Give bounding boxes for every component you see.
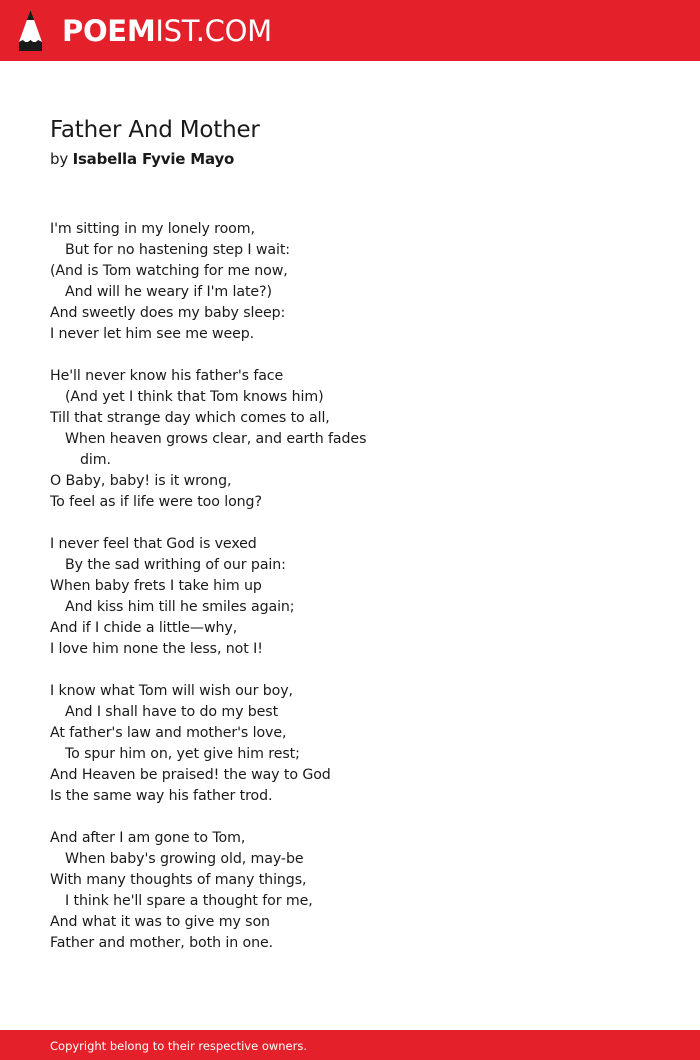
poem-title: Father And Mother: [50, 117, 260, 143]
poem-line: And after I am gone to Tom,: [50, 830, 246, 846]
poem-line: To feel as if life were too long?: [50, 494, 262, 510]
poem-line: I'm sitting in my lonely room,: [50, 221, 255, 237]
poem-line: Till that strange day which comes to all,: [50, 410, 330, 426]
pencil-tip-icon[interactable]: [17, 9, 44, 52]
poem-line: And Heaven be praised! the way to God: [50, 767, 331, 783]
poem-line: And I shall have to do my best: [65, 704, 279, 720]
poem-line: And kiss him till he smiles again;: [65, 599, 295, 615]
copyright-text: Copyright belong to their respective owners.: [50, 1039, 308, 1053]
poem-line: When heaven grows clear, and earth fades: [65, 431, 367, 447]
poem-line: Is the same way his father trod.: [50, 788, 273, 804]
poem-line: To spur him on, yet give him rest;: [65, 746, 300, 762]
poem-stanza: [50, 366, 650, 513]
poem-line: He'll never know his father's face: [50, 368, 284, 384]
poem-line: I love him none the less, not I!: [50, 641, 263, 657]
poem-line: And will he weary if I'm late?): [65, 284, 272, 300]
poem-stanza: [50, 681, 650, 807]
poem-line: I think he'll spare a thought for me,: [65, 893, 313, 909]
poem-line: I never let him see me weep.: [50, 326, 255, 342]
poem-line: And what it was to give my son: [50, 914, 270, 930]
brand-bold-text: POEM: [62, 14, 156, 48]
poem-line: (And is Tom watching for me now,: [50, 263, 288, 279]
poem-line: By the sad writhing of our pain:: [65, 557, 286, 573]
poem-body: [50, 219, 650, 975]
poem-line: dim.: [80, 452, 111, 468]
poem-line: When baby frets I take him up: [50, 578, 262, 594]
poem-line: (And yet I think that Tom knows him): [65, 389, 324, 405]
poem-line: O Baby, baby! is it wrong,: [50, 473, 232, 489]
byline: [50, 150, 234, 168]
poem-line: And sweetly does my baby sleep:: [50, 305, 286, 321]
poem-line: With many thoughts of many things,: [50, 872, 307, 888]
poem-line: Father and mother, both in one.: [50, 935, 274, 951]
author-name: Isabella Fyvie Mayo: [72, 150, 235, 168]
by-label: by: [50, 150, 68, 168]
brand-light-text: IST.COM: [155, 14, 272, 48]
poem-stanza: [50, 219, 650, 345]
poem-stanza: [50, 828, 650, 954]
poem-stanza: [50, 534, 650, 660]
poem-line: I know what Tom will wish our boy,: [50, 683, 293, 699]
site-header: [0, 0, 700, 61]
poem-line: At father's law and mother's love,: [50, 725, 287, 741]
poem-line: I never feel that God is vexed: [50, 536, 257, 552]
poem-line: And if I chide a little—why,: [50, 620, 238, 636]
site-footer: [0, 1030, 700, 1060]
poem-line: But for no hastening step I wait:: [65, 242, 290, 258]
poem-line: When baby's growing old, may-be: [65, 851, 304, 867]
site-logo-text[interactable]: [62, 13, 272, 49]
